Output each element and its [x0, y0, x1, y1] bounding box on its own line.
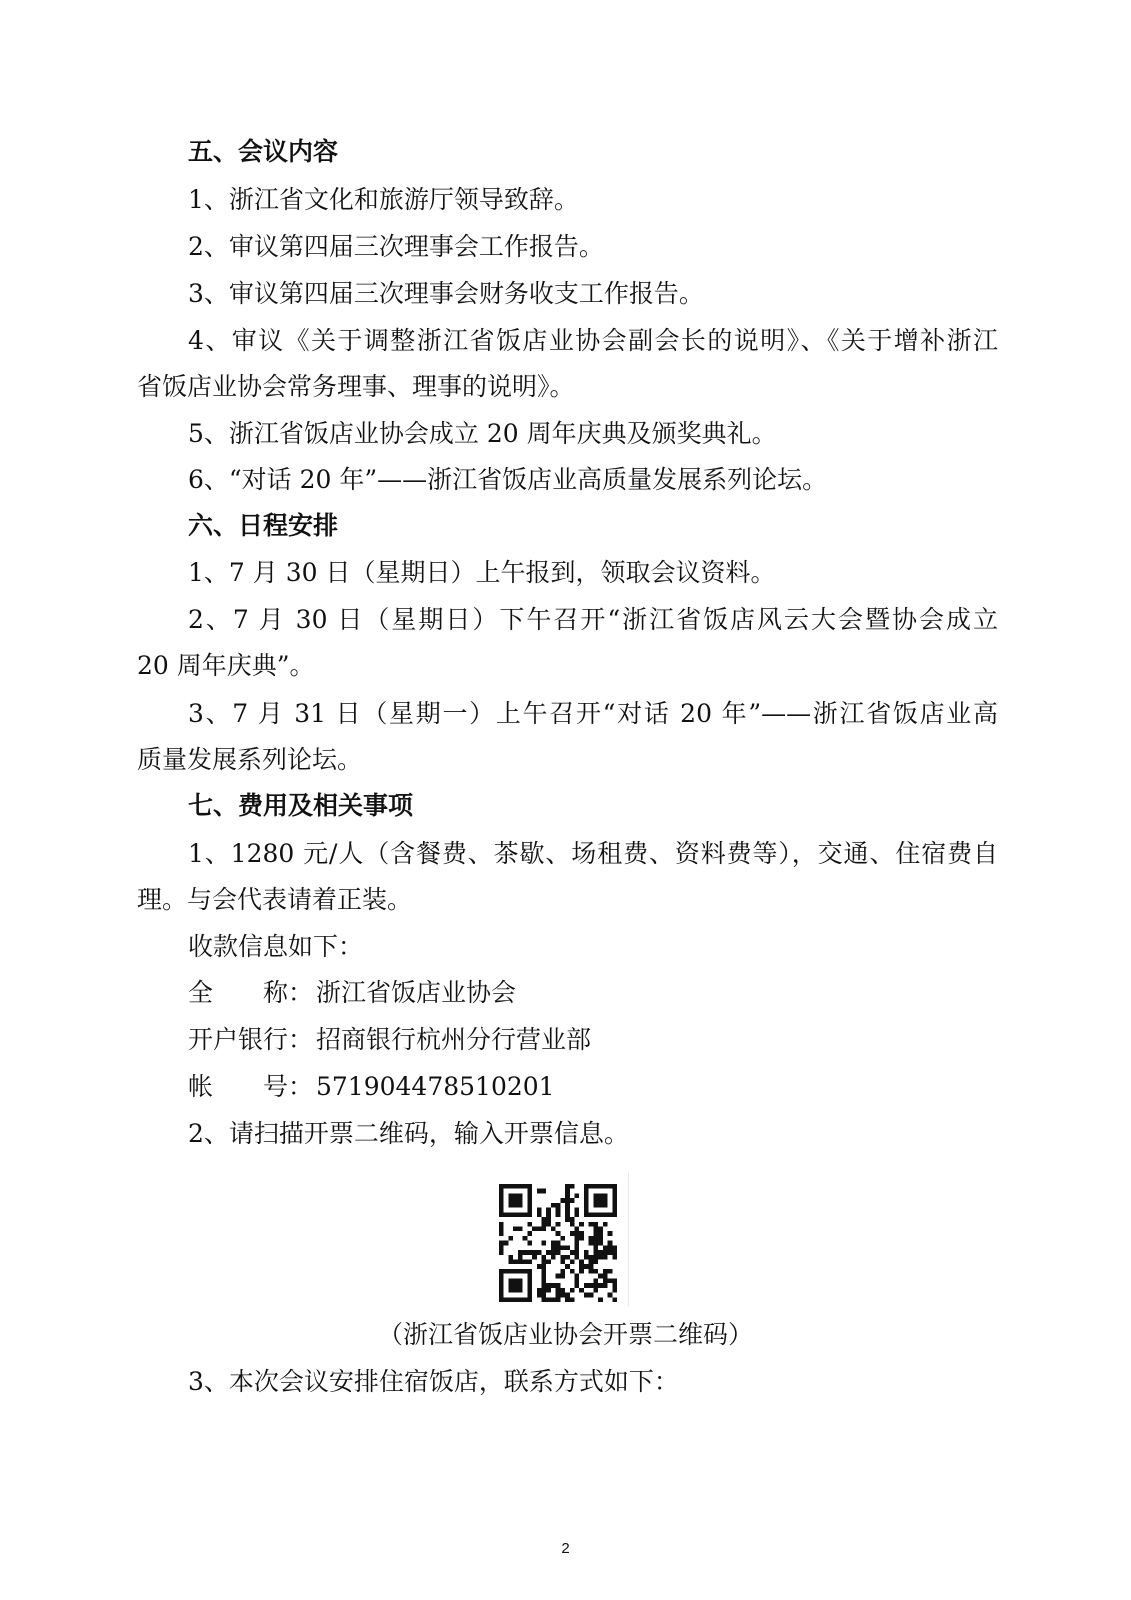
section7-heading: 七、费用及相关事项	[188, 791, 414, 820]
page-number: 2	[561, 1540, 570, 1557]
payee-account-row	[188, 1071, 998, 1103]
qr-divider	[628, 1172, 629, 1306]
fee-line-1: 1、1280 元/人（含餐费、茶歇、场租费、资料费等），交通、住宿费自	[188, 839, 998, 868]
payee-bank-label: 开户银行：	[188, 1025, 314, 1054]
qr-caption: （浙江省饭店业协会开票二维码）	[377, 1320, 753, 1349]
qr-code-icon[interactable]	[499, 1184, 617, 1302]
qr-code-graphic	[499, 1184, 617, 1302]
payee-name-value: 浙江省饭店业协会	[316, 978, 517, 1007]
section5-item-3: 3、审议第四届三次理事会财务收支工作报告。	[188, 279, 704, 308]
payee-name-label: 全 称：	[188, 978, 314, 1007]
section5-item-4-line1: 4、审议《关于调整浙江省饭店业协会副会长的说明》、《关于增补浙江	[188, 326, 998, 355]
section6-item-1: 1、7 月 30 日（星期日）上午报到，领取会议资料。	[188, 558, 776, 587]
section5-item-5: 5、浙江省饭店业协会成立 20 周年庆典及颁奖典礼。	[188, 419, 777, 448]
fee-line-2: 理。与会代表请着正装。	[137, 885, 413, 914]
section5-heading: 五、会议内容	[188, 137, 339, 166]
invoice-instruction: 2、请扫描开票二维码，输入开票信息。	[188, 1119, 629, 1148]
payee-bank-value: 招商银行杭州分行营业部	[316, 1025, 592, 1054]
section5-item-4-line2: 省饭店业协会常务理事、理事的说明》。	[137, 372, 575, 401]
section6-item-2-line1: 2、7 月 30 日（星期日）下午召开“浙江省饭店风云大会暨协会成立	[188, 605, 998, 634]
section6-heading: 六、日程安排	[188, 511, 339, 540]
section5-item-1: 1、浙江省文化和旅游厅领导致辞。	[188, 185, 579, 214]
section6-item-3-line2: 质量发展系列论坛。	[137, 745, 363, 774]
payee-account-label: 帐 号：	[188, 1072, 314, 1101]
hotel-info-line: 3、本次会议安排住宿饭店，联系方式如下：	[188, 1367, 679, 1396]
payee-name-row	[188, 977, 998, 1009]
payee-account-value: 571904478510201	[316, 1072, 555, 1101]
payee-intro: 收款信息如下：	[188, 932, 364, 961]
section6-item-2-line2: 20 周年庆典”。	[137, 651, 315, 680]
section5-item-2: 2、审议第四届三次理事会工作报告。	[188, 232, 604, 261]
section6-item-3-line1: 3、7 月 31 日（星期一）上午召开“对话 20 年”——浙江省饭店业高	[188, 699, 998, 728]
payee-bank-row	[188, 1024, 998, 1056]
section5-item-6: 6、“对话 20 年”——浙江省饭店业高质量发展系列论坛。	[188, 465, 828, 494]
